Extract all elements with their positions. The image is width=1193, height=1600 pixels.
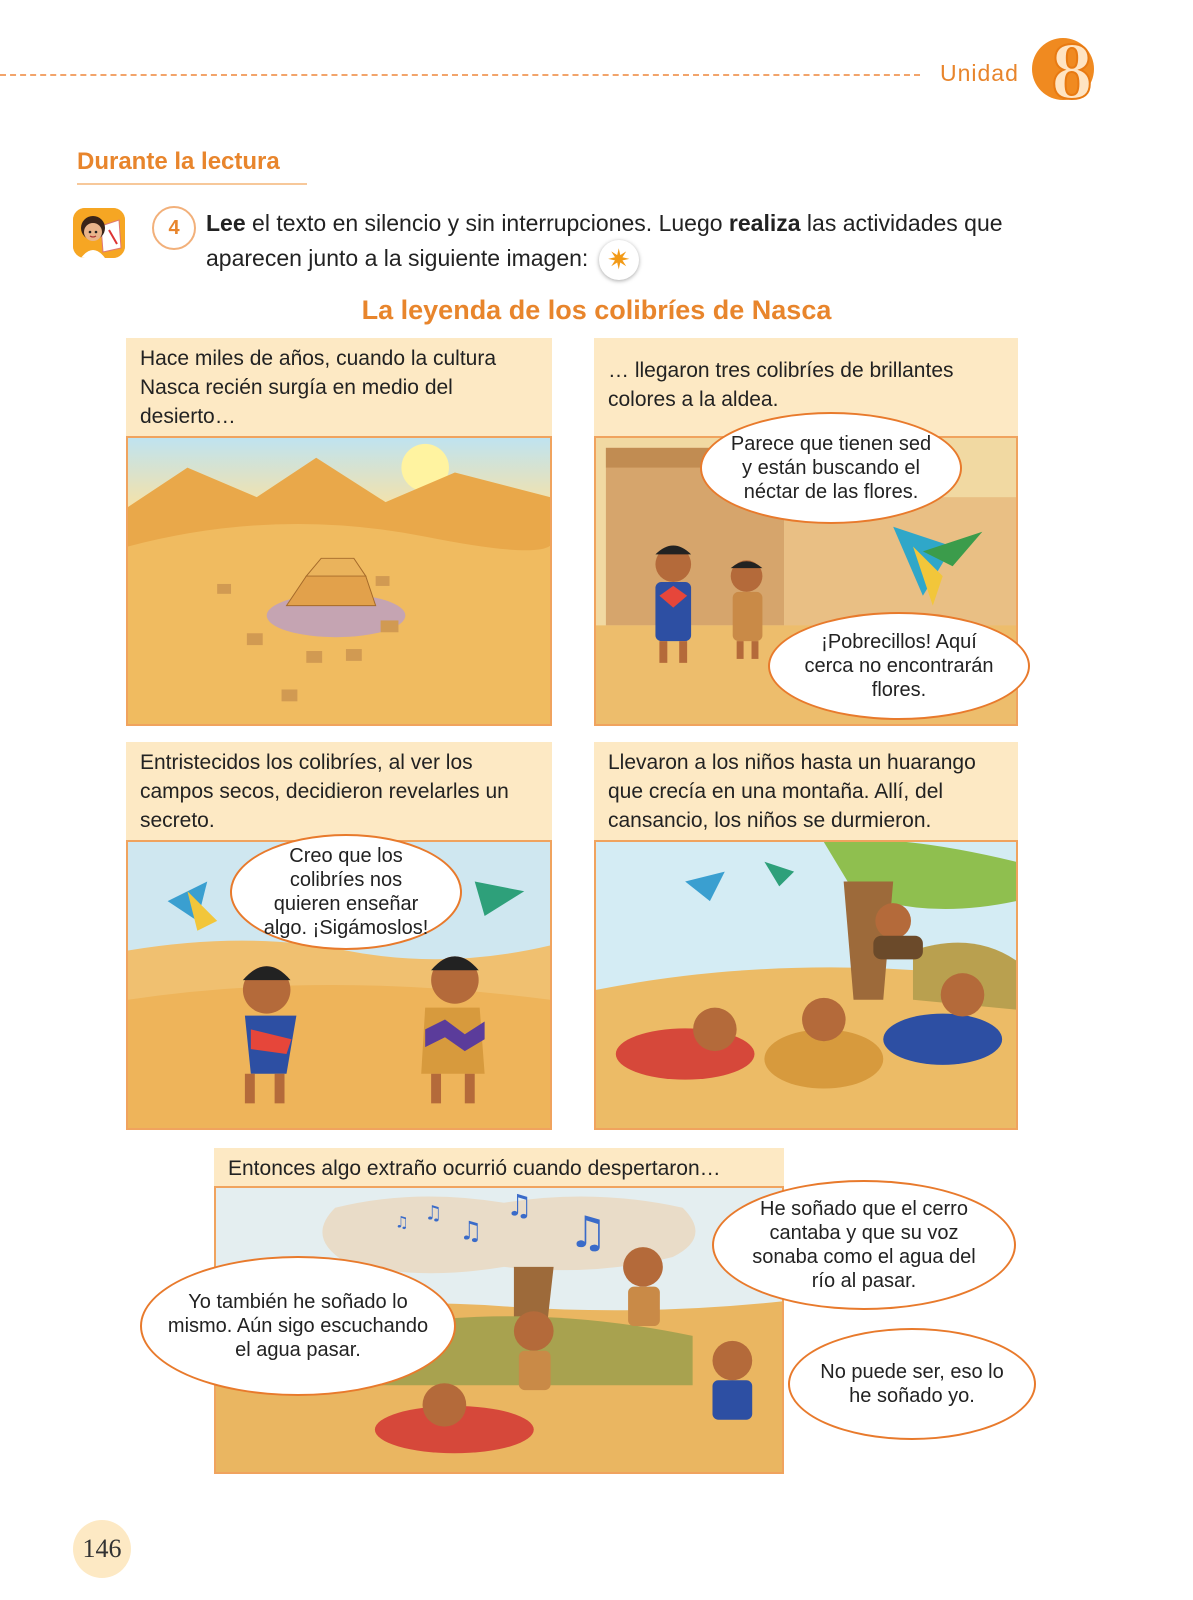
- panel-2-speech-bubble-2: ¡Pobrecillos! Aquí cerca no encontrarán flores.: [768, 612, 1030, 720]
- unit-label: Unidad: [940, 60, 1019, 86]
- instruction-text-2: las actividades que aparecen junto a la siguiente imagen:: [206, 210, 1003, 272]
- svg-text:♫: ♫: [568, 1208, 608, 1259]
- student-reading-icon: [73, 208, 125, 258]
- panel-5-speech-bubble-2: Yo también he soñado lo mismo. Aún sigo escuchando el agua pasar.: [140, 1256, 456, 1396]
- instruction-text-1: el texto en silencio y sin interrupciones. Luego: [245, 210, 729, 236]
- panel-4-illustration: [594, 840, 1018, 1130]
- panel-2-speech-bubble-1: Parece que tienen sed y están buscando el néctar de las flores.: [700, 412, 962, 524]
- activity-instructions: [206, 207, 1036, 280]
- section-underline: [77, 183, 307, 185]
- svg-text:♫: ♫: [394, 1212, 409, 1232]
- panel-2-caption: … llegaron tres colibríes de brillantes colores a la aldea.: [594, 338, 1018, 436]
- header-dashed-line: [0, 74, 920, 76]
- svg-text:♫: ♫: [459, 1216, 483, 1247]
- panel-4-caption: Llevaron a los niños hasta un huarango que crecía en una montaña. Allí, del cansancio, los niños se durmieron.: [594, 742, 1018, 840]
- activity-number: 4: [152, 206, 196, 250]
- svg-text:♫: ♫: [505, 1188, 533, 1223]
- svg-text:♫: ♫: [424, 1201, 443, 1225]
- panel-5-speech-bubble-3: No puede ser, eso lo he soñado yo.: [788, 1328, 1036, 1440]
- panel-5-caption: Entonces algo extraño ocurrió cuando despertaron…: [214, 1148, 784, 1186]
- page-number: 146: [82, 1534, 122, 1563]
- panel-1-caption: Hace miles de años, cuando la cultura Nasca recién surgía en medio del desierto…: [126, 338, 552, 436]
- unit-number: 8: [1051, 25, 1093, 116]
- section-title: Durante la lectura: [77, 148, 280, 175]
- panel-1-illustration: [126, 436, 552, 726]
- panel-3-caption: Entristecidos los colibríes, al ver los campos secos, decidieron revelarles un secreto.: [126, 742, 552, 840]
- instruction-bold-realiza: realiza: [728, 210, 801, 236]
- instruction-bold-lee: Lee: [206, 210, 246, 236]
- story-title: La leyenda de los colibríes de Nasca: [361, 295, 832, 325]
- panel-5-speech-bubble-1: He soñado que el cerro cantaba y que su voz sonaba como el agua del río al pasar.: [712, 1180, 1016, 1310]
- star-icon: ✷: [599, 240, 639, 280]
- panel-3-speech-bubble: Creo que los colibríes nos quieren enseñar algo. ¡Sigámoslos!: [230, 834, 462, 950]
